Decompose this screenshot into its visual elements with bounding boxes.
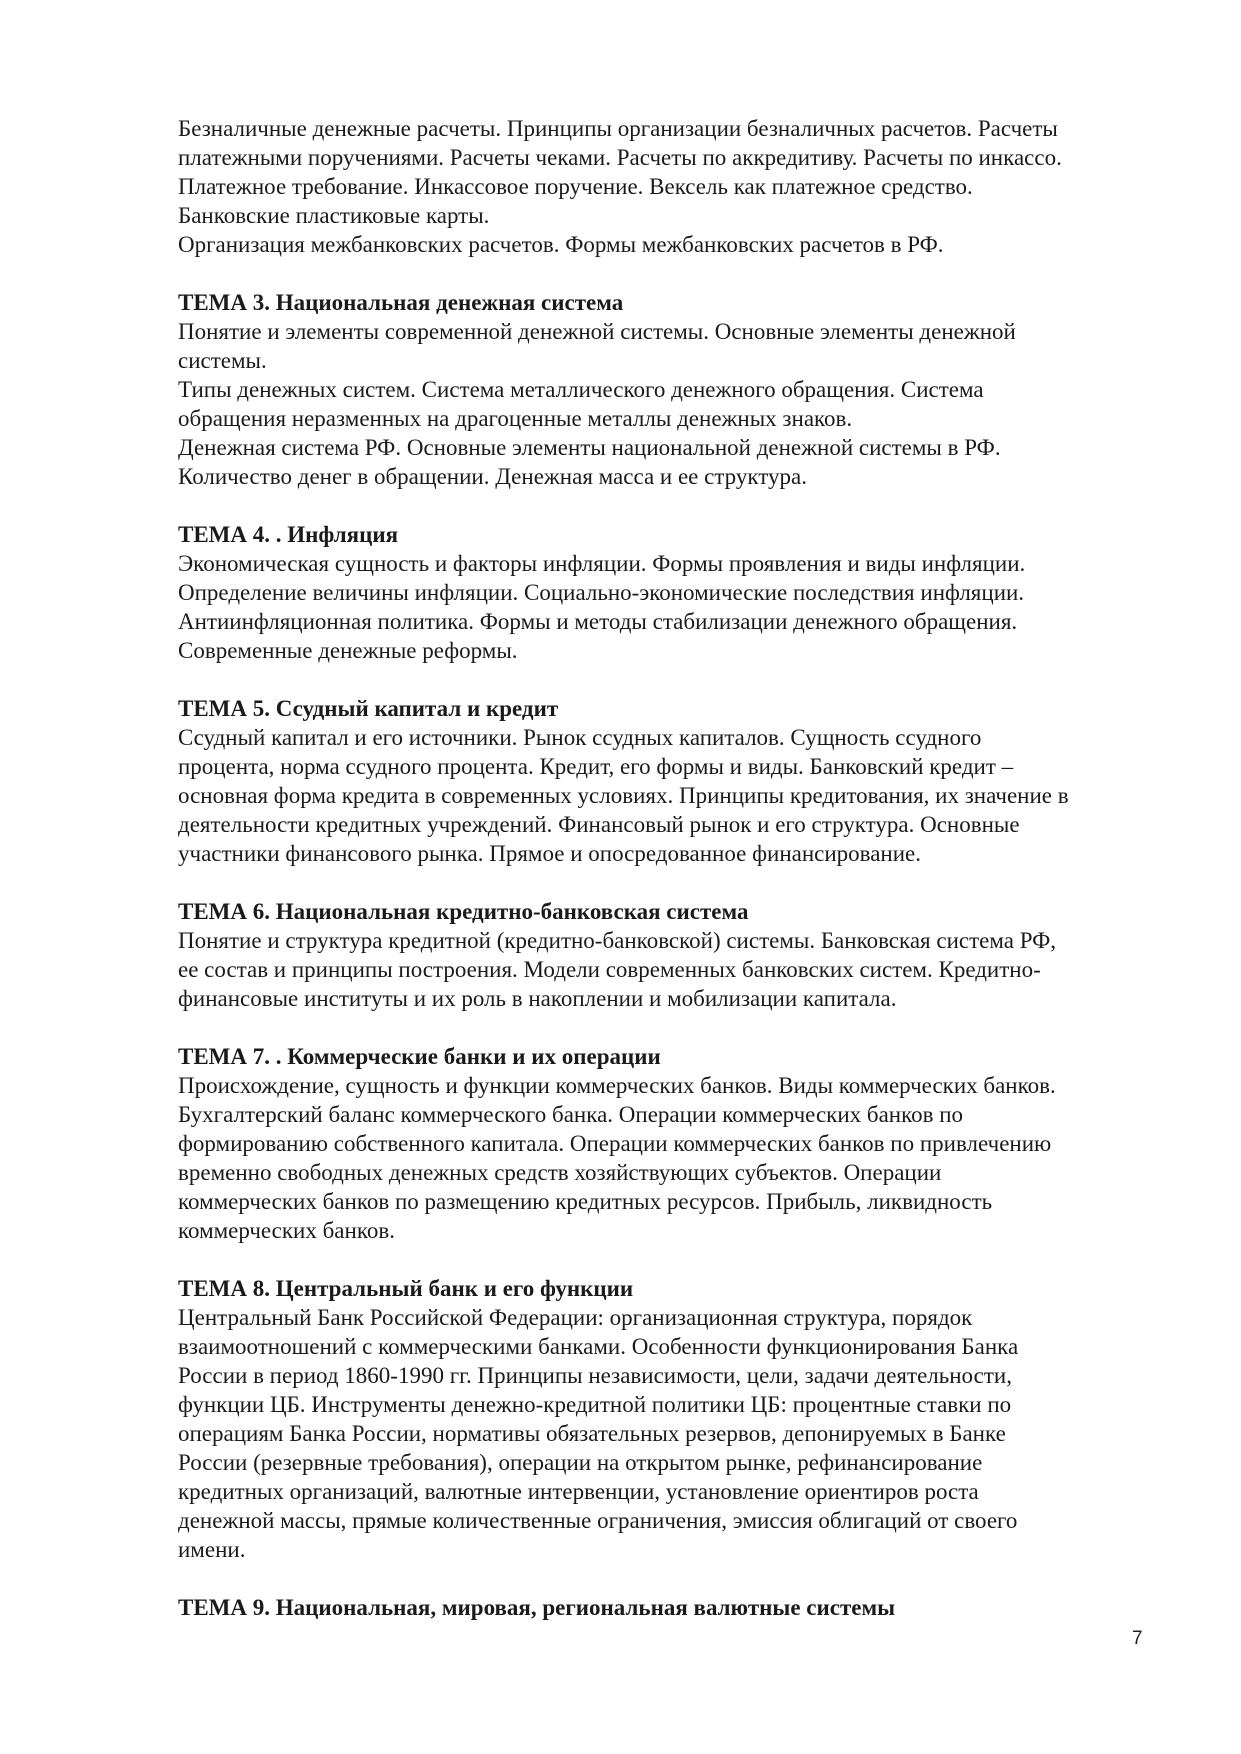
section-line: ее состав и принципы построения. Модели современных банковских систем. Кредитно- bbox=[178, 957, 1041, 982]
section-heading: ТЕМА 6. Национальная кредитно-банковская система bbox=[178, 899, 749, 924]
section-line: России в период 1860-1990 гг. Принципы независимости, цели, задачи деятельности, bbox=[178, 1363, 1012, 1388]
section-line: коммерческих банков по размещению кредитных ресурсов. Прибыль, ликвидность bbox=[178, 1189, 993, 1214]
section-line: имени. bbox=[178, 1537, 246, 1562]
intro-line: Платежное требование. Инкассовое поручение. Вексель как платежное средство. bbox=[178, 174, 973, 199]
section-line: Типы денежных систем. Система металлического денежного обращения. Система bbox=[178, 377, 984, 402]
section-line: основная форма кредита в современных условиях. Принципы кредитования, их значение в bbox=[178, 783, 1069, 808]
section-line: Экономическая сущность и факторы инфляции. Формы проявления и виды инфляции. bbox=[178, 551, 1026, 576]
section-heading: ТЕМА 9. Национальная, мировая, региональная валютные системы bbox=[178, 1595, 896, 1620]
intro-line: платежными поручениями. Расчеты чеками. Расчеты по аккредитиву. Расчеты по инкассо. bbox=[178, 145, 1062, 170]
section-topic-4 bbox=[178, 520, 1158, 665]
section-line: Центральный Банк Российской Федерации: организационная структура, порядок bbox=[178, 1305, 973, 1330]
section-line: Ссудный капитал и его источники. Рынок ссудных капиталов. Сущность ссудного bbox=[178, 725, 982, 750]
section-line: деятельности кредитных учреждений. Финансовый рынок и его структура. Основные bbox=[178, 812, 1020, 837]
intro-line: Банковские пластиковые карты. bbox=[178, 203, 490, 228]
section-line: Антиинфляционная политика. Формы и методы стабилизации денежного обращения. bbox=[178, 609, 1018, 634]
section-line: процента, норма ссудного процента. Кредит, его формы и виды. Банковский кредит – bbox=[178, 754, 1014, 779]
section-line: кредитных организаций, валютные интервенции, установление ориентиров роста bbox=[178, 1479, 979, 1504]
section-heading: ТЕМА 7. . Коммерческие банки и их операции bbox=[178, 1044, 661, 1069]
section-heading: ТЕМА 8. Центральный банк и его функции bbox=[178, 1276, 634, 1301]
section-line: функции ЦБ. Инструменты денежно-кредитной политики ЦБ: процентные ставки по bbox=[178, 1392, 1012, 1417]
document-body bbox=[178, 114, 1158, 1622]
section-topic-8 bbox=[178, 1274, 1158, 1564]
section-line: Понятие и структура кредитной (кредитно-банковской) системы. Банковская система РФ, bbox=[178, 928, 1057, 953]
section-topic-7 bbox=[178, 1042, 1158, 1245]
section-line: Происхождение, сущность и функции коммерческих банков. Виды коммерческих банков. bbox=[178, 1073, 1056, 1098]
section-topic-5 bbox=[178, 694, 1158, 868]
section-topic-3 bbox=[178, 288, 1158, 491]
page-number: 7 bbox=[1132, 1628, 1143, 1649]
section-line: временно свободных денежных средств хозяйствующих субъектов. Операции bbox=[178, 1160, 942, 1185]
section-line: Определение величины инфляции. Социально-экономические последствия инфляции. bbox=[178, 580, 1025, 605]
section-line: формированию собственного капитала. Операции коммерческих банков по привлечению bbox=[178, 1131, 1052, 1156]
section-line: России (резервные требования), операции на открытом рынке, рефинансирование bbox=[178, 1450, 983, 1475]
section-line: коммерческих банков. bbox=[178, 1218, 395, 1243]
section-line: Денежная система РФ. Основные элементы национальной денежной системы в РФ. bbox=[178, 435, 1001, 460]
section-topic-6 bbox=[178, 897, 1158, 1013]
section-heading: ТЕМА 5. Ссудный капитал и кредит bbox=[178, 696, 559, 721]
section-line: Понятие и элементы современной денежной системы. Основные элементы денежной bbox=[178, 319, 1016, 344]
section-line: Количество денег в обращении. Денежная масса и ее структура. bbox=[178, 464, 807, 489]
section-line: денежной массы, прямые количественные ограничения, эмиссия облигаций от своего bbox=[178, 1508, 1018, 1533]
section-line: Современные денежные реформы. bbox=[178, 638, 518, 663]
section-line: системы. bbox=[178, 348, 267, 373]
section-heading: ТЕМА 4. . Инфляция bbox=[178, 522, 399, 547]
section-line: взаимоотношений с коммерческими банками. Особенности функционирования Банка bbox=[178, 1334, 1019, 1359]
section-topic-9 bbox=[178, 1593, 1158, 1622]
intro-line: Безналичные денежные расчеты. Принципы организации безналичных расчетов. Расчеты bbox=[178, 116, 1058, 141]
section-line: обращения неразменных на драгоценные металлы денежных знаков. bbox=[178, 406, 853, 431]
section-line: участники финансового рынка. Прямое и опосредованное финансирование. bbox=[178, 841, 921, 866]
section-line: операциям Банка России, нормативы обязательных резервов, депонируемых в Банке bbox=[178, 1421, 1006, 1446]
section-line: Бухгалтерский баланс коммерческого банка. Операции коммерческих банков по bbox=[178, 1102, 964, 1127]
intro-line: Организация межбанковских расчетов. Формы межбанковских расчетов в РФ. bbox=[178, 232, 944, 257]
section-line: финансовые институты и их роль в накоплении и мобилизации капитала. bbox=[178, 986, 897, 1011]
section-heading: ТЕМА 3. Национальная денежная система bbox=[178, 290, 624, 315]
